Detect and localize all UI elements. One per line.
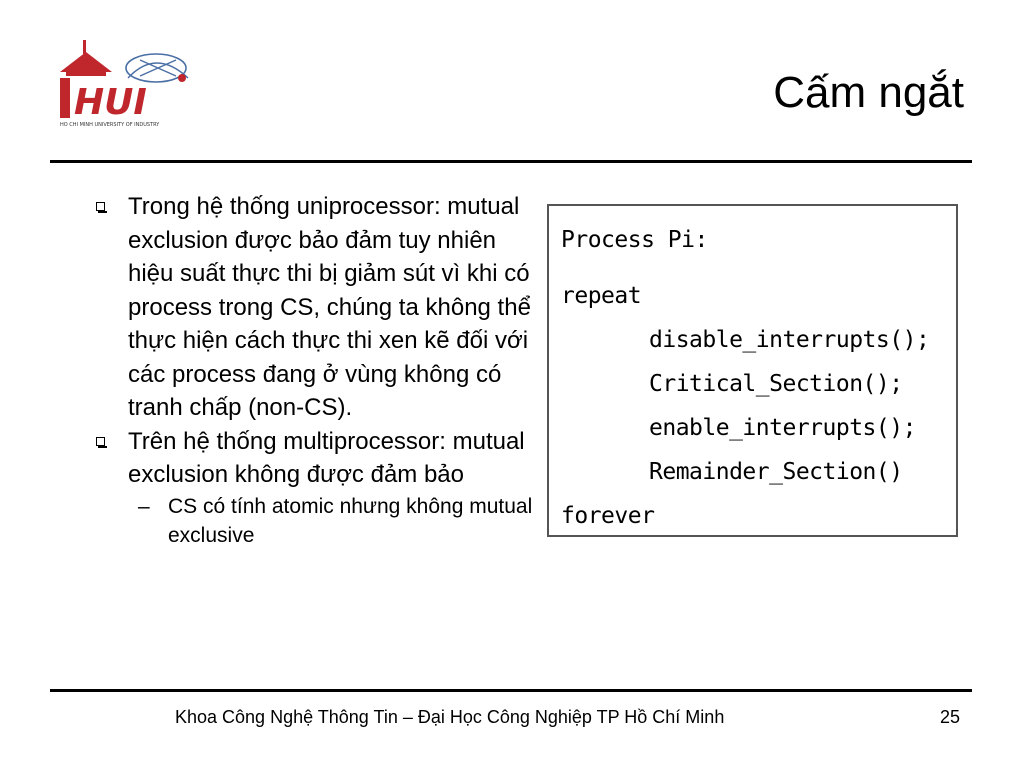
code-box xyxy=(547,204,958,537)
code-line: Critical_Section(); xyxy=(649,371,903,397)
footer-text: Khoa Công Nghệ Thông Tin – Đại Học Công Nghiệp TP Hồ Chí Minh xyxy=(175,707,725,727)
list-item xyxy=(92,425,542,492)
code-line: forever xyxy=(561,503,655,529)
sub-bullet-text: CS có tính atomic nhưng không mutual exclusive xyxy=(168,494,533,547)
bottom-divider xyxy=(50,689,972,692)
bullet-text: Trên hệ thống multiprocessor: mutual exclusion không được đảm bảo xyxy=(128,427,525,488)
square-bullet-icon xyxy=(96,202,105,211)
code-line: disable_interrupts(); xyxy=(649,327,930,353)
page-title: Cấm ngắt xyxy=(773,68,964,117)
bullet-text: Trong hệ thống uniprocessor: mutual exclusion được bảo đảm tuy nhiên hiệu suất thực thi bị giảm sút vì khi có process trong CS, chúng ta không thể thực hiện cách thực thi xen kẽ đối với các process đang ở vùng không có tranh chấp (non-CS). xyxy=(128,193,531,421)
code-line: Remainder_Section() xyxy=(649,459,903,485)
dash-bullet-icon: – xyxy=(138,494,150,518)
bullet-list xyxy=(92,190,542,550)
code-line: enable_interrupts(); xyxy=(649,415,916,441)
sub-list-item xyxy=(92,492,542,550)
logo-wordmark: HUI xyxy=(74,82,147,123)
square-bullet-icon xyxy=(96,437,105,446)
list-item xyxy=(92,190,542,425)
code-line: repeat xyxy=(561,283,642,309)
code-line: Process Pi: xyxy=(561,227,708,253)
page-number: 25 xyxy=(939,707,960,727)
top-divider xyxy=(50,160,972,163)
hui-logo-icon xyxy=(48,38,198,130)
logo-caption: HO CHI MINH UNIVERSITY OF INDUSTRY xyxy=(60,122,160,128)
